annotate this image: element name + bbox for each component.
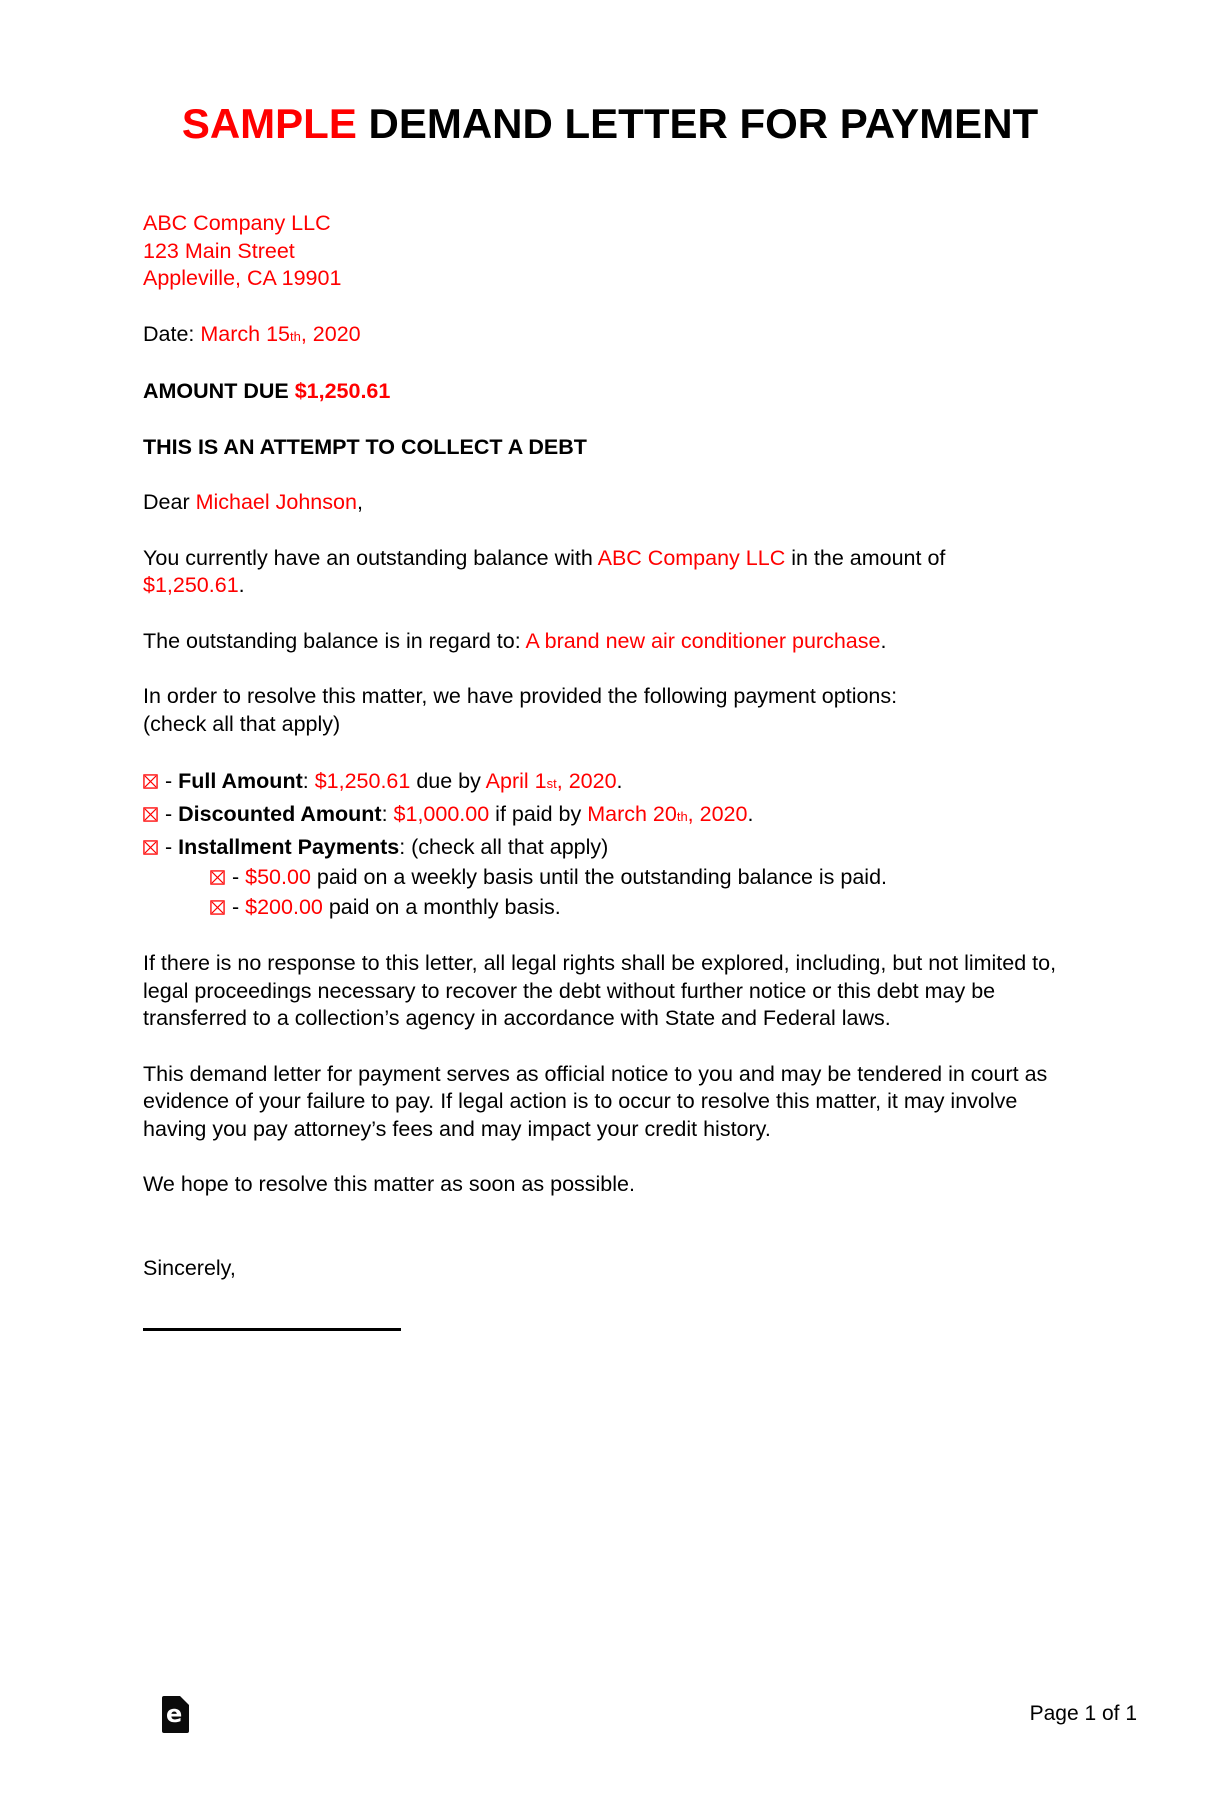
text-segment: - [165,769,179,793]
text-segment: , [356,490,363,514]
document-title [0,100,1220,148]
text-segment: THIS IS AN ATTEMPT TO COLLECT A DEBT [143,434,587,459]
text-segment: $1,250.61 [294,379,391,403]
eforms-logo-letter: e [166,1700,183,1728]
text-segment: Date: [143,321,201,346]
text-segment: . [880,628,887,653]
text-segment: paid on a weekly basis until the outstanding balance is paid. [310,865,888,889]
text-segment: ABC Company LLC [597,545,786,570]
eforms-logo [162,1696,189,1733]
text-segment: $1,250.61 [143,573,239,597]
text-segment: - [232,895,246,919]
text-segment: st [546,776,557,791]
text-segment: April 1 [485,769,547,793]
payment-option-item [143,862,1079,892]
date-line [143,321,1079,351]
text-segment: , 2020 [300,321,361,346]
text-segment: - [165,835,179,859]
text-segment: (check all that apply) [143,711,341,736]
text-segment: March 15 [200,321,290,346]
text-segment: Installment Payments [178,835,400,859]
text-segment: You currently have an outstanding balance with [143,545,598,570]
checked-checkbox-icon [210,900,225,915]
text-segment: A brand new air conditioner purchase [525,628,881,653]
sign-off [143,1255,1079,1283]
text-segment: $200.00 [245,895,323,919]
text-segment: : (check all that apply) [399,835,609,859]
sender-company-name: ABC Company LLC [143,211,331,235]
closing-paragraph [143,1171,1079,1199]
text-segment: : [302,769,315,793]
text-segment: The outstanding balance is in regard to: [143,628,526,653]
checked-checkbox-icon [143,807,158,822]
checked-checkbox-icon [143,774,158,789]
text-segment: : [381,802,394,826]
letter-body [143,210,1079,1331]
text-segment: paid on a monthly basis. [322,895,561,919]
text-segment: - [232,865,246,889]
notice-paragraph [143,1061,1079,1144]
text-segment: We hope to resolve this matter as soon as possible. [143,1172,635,1196]
text-segment: Sincerely, [143,1255,236,1280]
text-segment: $50.00 [245,865,311,889]
salutation [143,489,1079,517]
text-segment: . [747,802,754,826]
payment-options-list [143,766,1079,922]
text-segment: This demand letter for payment serves as official notice to you and may be tendered in court as evidence of your failure to pay. If legal action is to occur to resolve this matter, it may involve having you pay attorney’s fees and may impact your credit history. [143,1061,1048,1141]
text-segment: March 20 [587,802,677,826]
amount-due-line [143,378,1079,406]
balance-paragraph [143,545,1079,600]
legal-paragraph [143,950,1079,1033]
checked-checkbox-icon [143,840,158,855]
text-segment: Full Amount [178,769,303,793]
regard-paragraph [143,628,1079,656]
text-segment: th [290,328,301,344]
text-segment: . [238,573,245,597]
sender-address-block [143,210,1079,293]
sender-city-state-zip: Appleville, CA 19901 [143,266,342,290]
text-segment: - [165,802,179,826]
title-sample-text: SAMPLE [181,100,357,147]
text-segment: If there is no response to this letter, all legal rights shall be explored, including, but not limited to, legal proceedings necessary to recover the debt without further notice or this debt may be transferred to a collection’s agency in accordance with State and Federal laws. [143,951,1057,1030]
text-segment: $1,250.61 [314,769,411,793]
text-segment: Discounted Amount [178,802,382,826]
letter-page [0,100,1220,1816]
debt-notice-line [143,434,1079,462]
text-segment: if paid by [489,802,588,826]
text-segment: Dear [143,490,196,514]
options-intro [143,683,1079,738]
payment-option-item [143,892,1079,922]
text-segment: in the amount of [785,545,946,570]
payment-option-item [143,766,1079,799]
text-segment: due by [410,769,486,793]
sender-street: 123 Main Street [143,238,295,263]
text-segment: In order to resolve this matter, we have provided the following payment options: [143,684,898,708]
title-main-text: DEMAND LETTER FOR PAYMENT [356,100,1039,147]
page-indicator: Page 1 of 1 [1029,1702,1137,1725]
payment-option-item [143,832,1079,862]
payment-option-item [143,799,1079,832]
signature-line [143,1328,401,1331]
text-segment: AMOUNT DUE [143,379,295,403]
text-segment: , 2020 [556,769,617,793]
text-segment: th [676,809,688,824]
text-segment: $1,000.00 [393,802,490,826]
text-segment: Michael Johnson [195,490,357,514]
text-segment: , 2020 [687,802,748,826]
text-segment: . [616,769,623,793]
checked-checkbox-icon [210,870,225,885]
